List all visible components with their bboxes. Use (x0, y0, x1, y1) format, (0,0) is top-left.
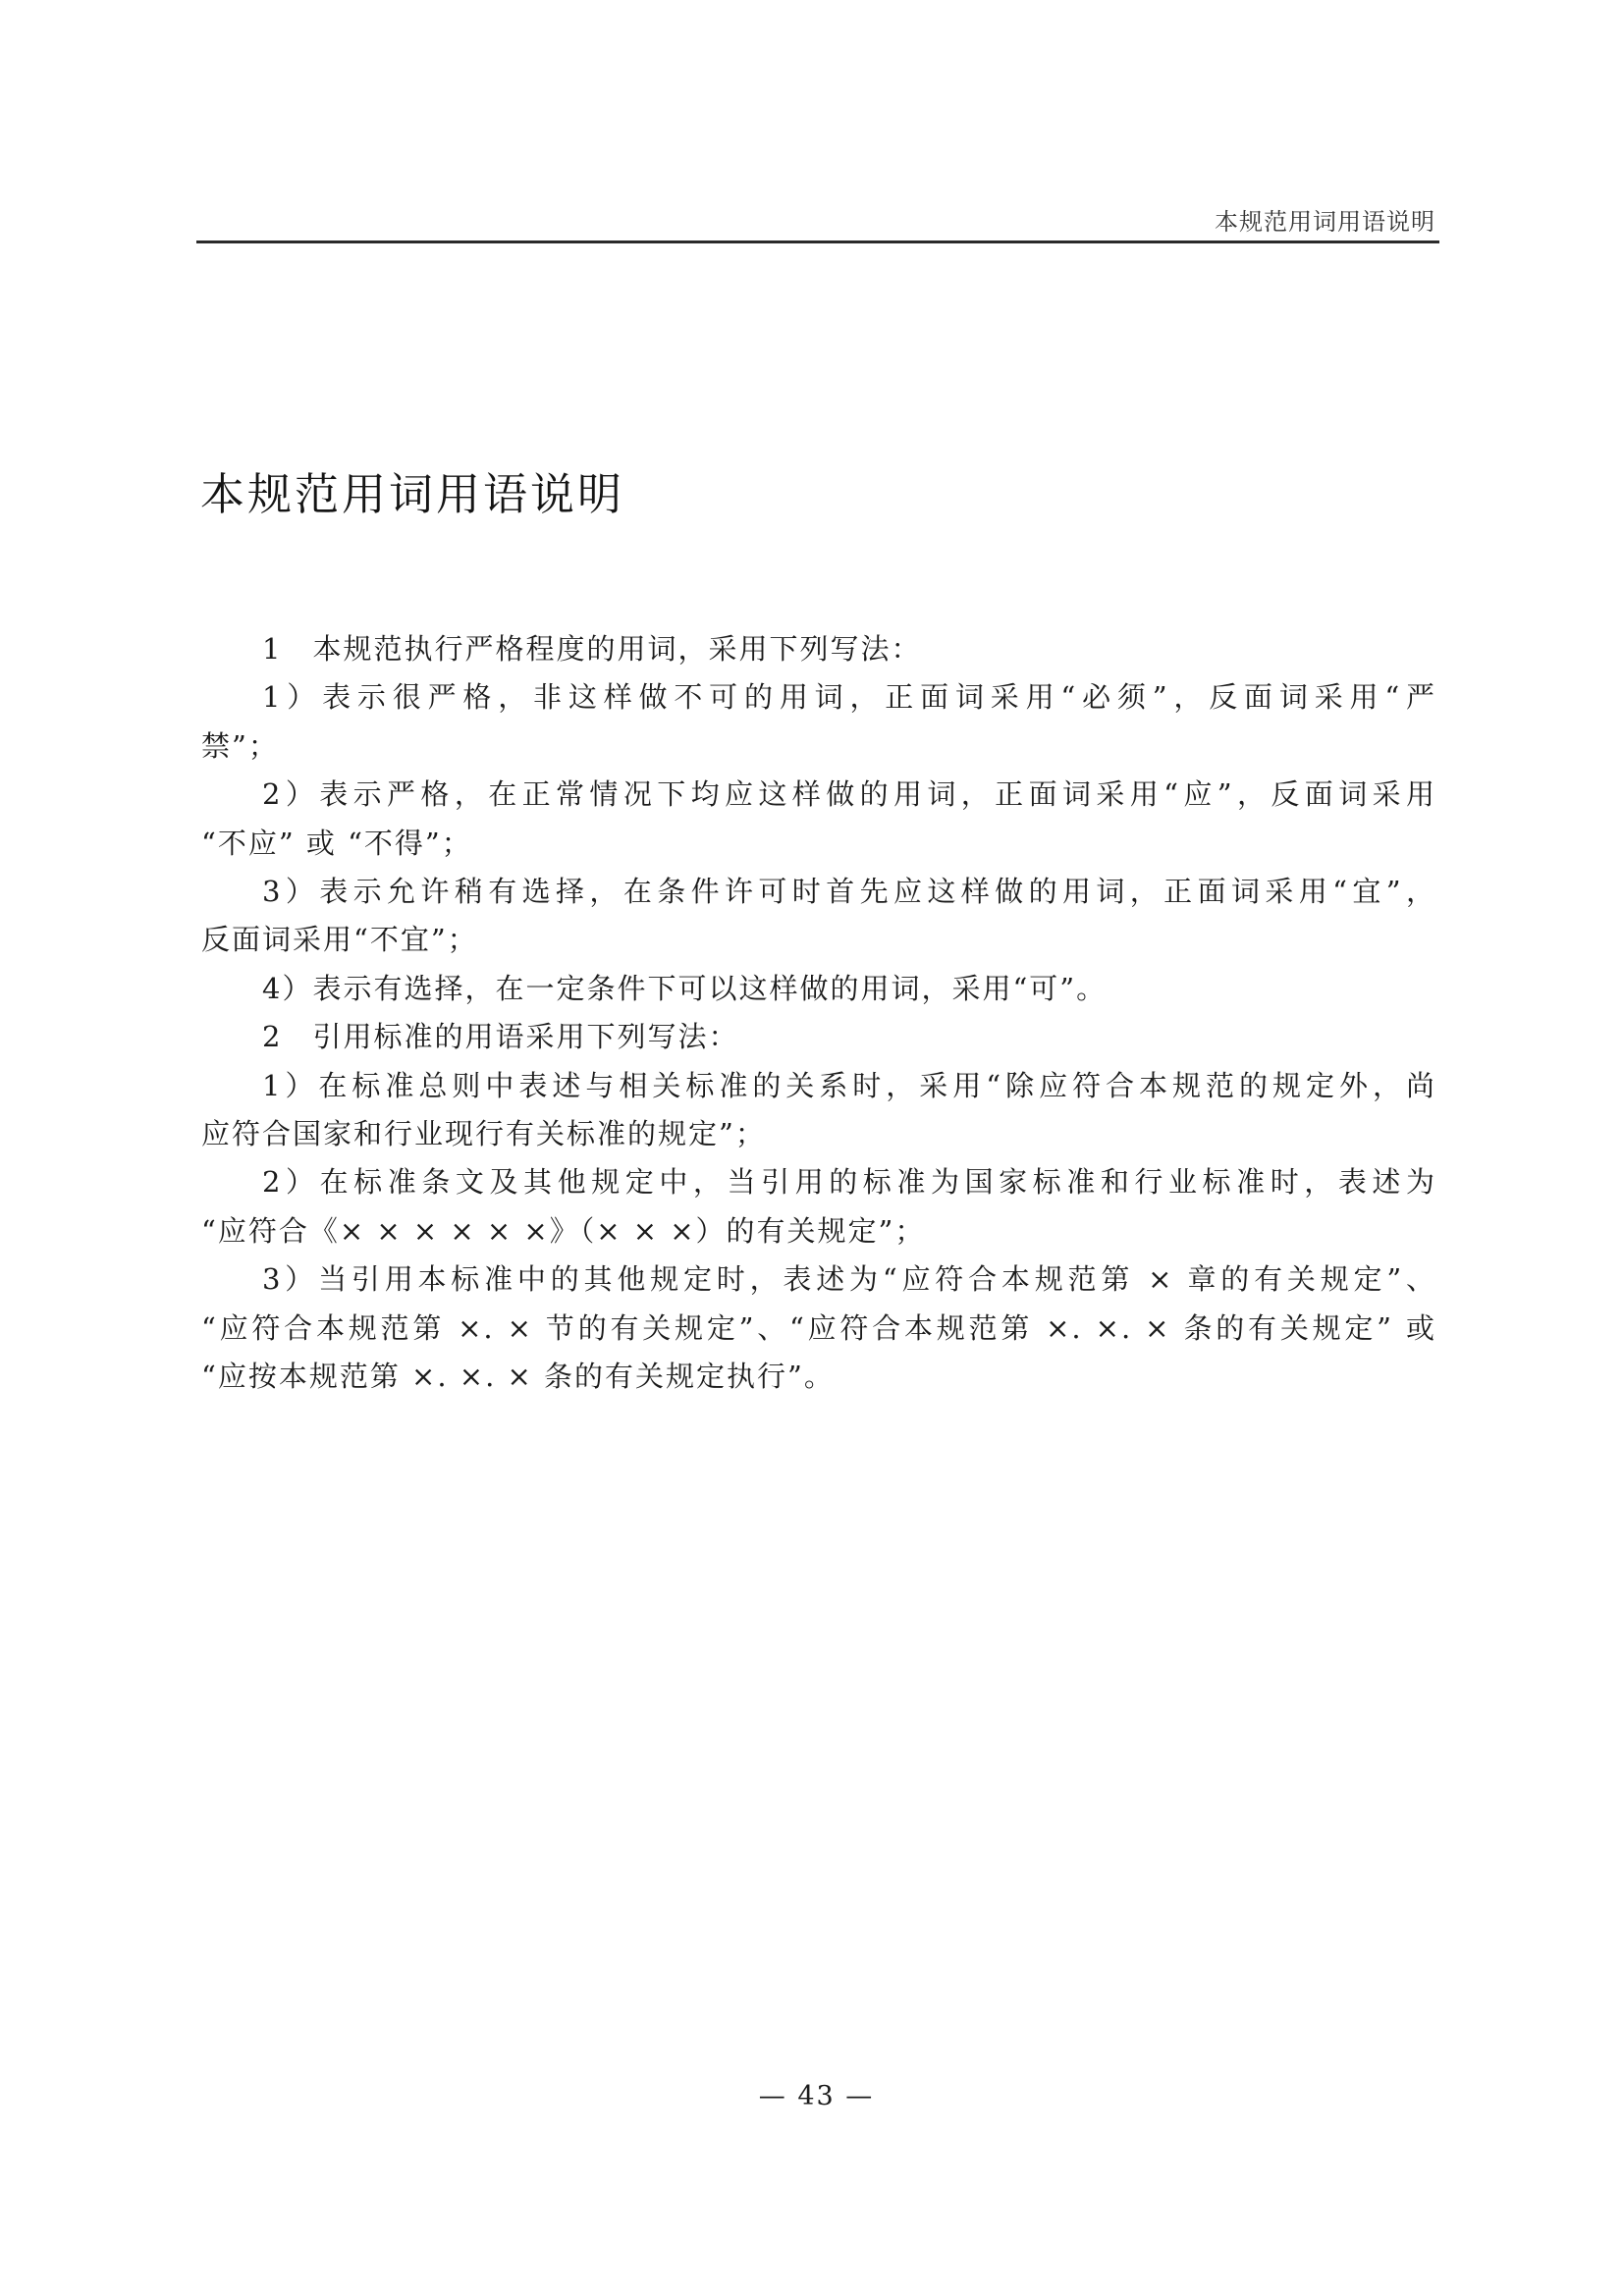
body-line: “应符合《× × × × × ×》（× × ×）的有关规定”； (201, 1213, 926, 1248)
header-rule (196, 240, 1439, 243)
body-line: 2）表示严格，在正常情况下均应这样做的用词，正面词采用“应”，反面词采用 (262, 777, 1436, 812)
page-number: — 43 — (758, 2081, 875, 2111)
page-footer (0, 2081, 1623, 2111)
body-line: 3）当引用本标准中的其他规定时，表述为“应符合本规范第 × 章的有关规定”、 (262, 1262, 1436, 1297)
body-line: 禁”； (201, 728, 279, 763)
body-line: 1）表示很严格，非这样做不可的用词，正面词采用“必须”，反面词采用“严 (262, 680, 1436, 715)
body-line: 2）在标准条文及其他规定中，当引用的标准为国家标准和行业标准时，表述为 (262, 1165, 1436, 1200)
body-line: “应按本规范第 ×. ×. × 条的有关规定执行”。 (201, 1360, 835, 1394)
body-line: “不应” 或 “不得”； (201, 826, 472, 860)
body-line: 2 引用标准的用语采用下列写法： (262, 1020, 739, 1054)
body-line: 应符合国家和行业现行有关标准的规定”； (201, 1117, 766, 1151)
body-line: 3）表示允许稍有选择，在条件许可时首先应这样做的用词，正面词采用“宜”， (262, 875, 1436, 909)
body-line: “应符合本规范第 ×. × 节的有关规定”、“应符合本规范第 ×. ×. × 条的有关规定” 或 (201, 1310, 1436, 1345)
body-line: 1）在标准总则中表述与相关标准的关系时，采用“除应符合本规范的规定外，尚 (262, 1068, 1436, 1102)
body-text (201, 625, 1436, 1402)
body-line: 4）表示有选择，在一定条件下可以这样做的用词，采用“可”。 (262, 971, 1108, 1005)
body-line: 1 本规范执行严格程度的用词，采用下列写法： (262, 632, 922, 666)
body-line: 反面词采用“不宜”； (201, 923, 478, 957)
running-header-title: 本规范用词用语说明 (1215, 208, 1435, 236)
page-title: 本规范用词用语说明 (200, 468, 625, 521)
